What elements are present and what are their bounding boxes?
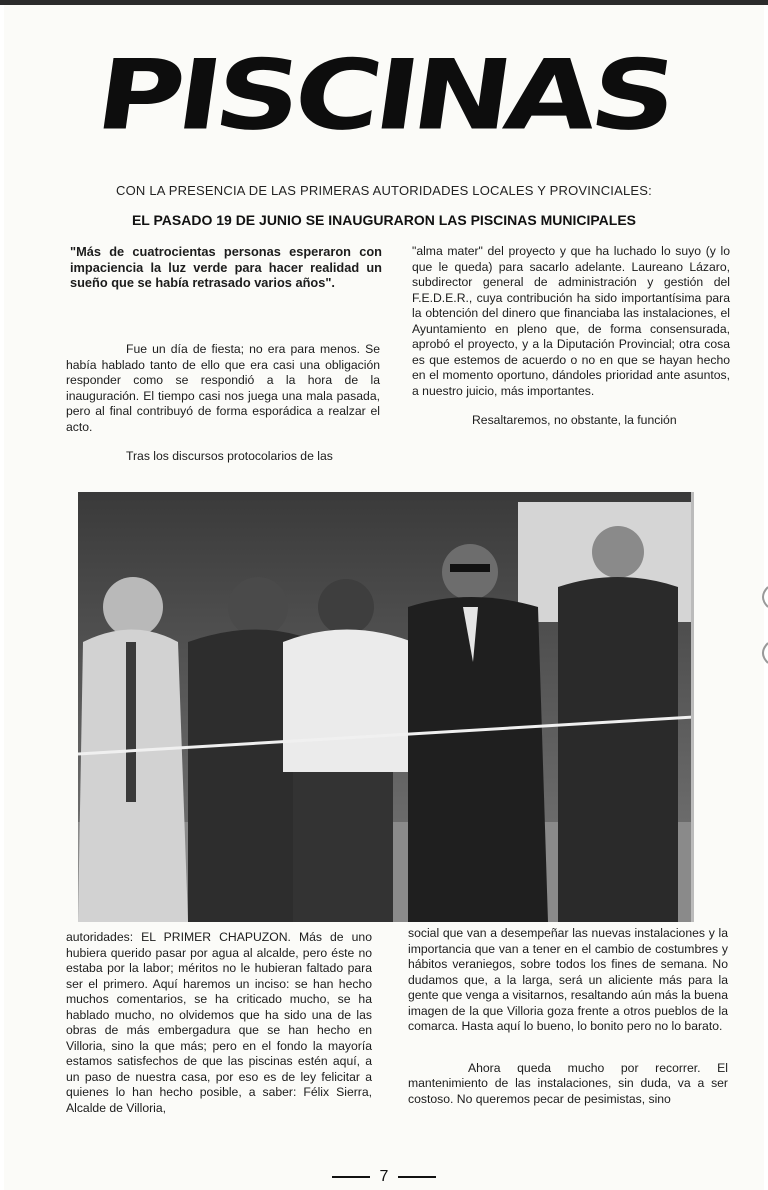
paragraph: "alma mater" del proyecto y que ha luchado lo suyo (y lo que le queda) para sacarlo adelante. Laureano Lázaro, subdirector general de administración y gestión del F.E.D.E.R., cuya contribución ha sido importantísima para la obtención del dinero que financiaba las instalaciones, el Ayuntamiento en pleno que, de forma consensurada, aprobó el proyecto, y a la Diputación Provincial; otra cosa es que estemos de acuerdo o no en que se hayan hecho en el momento oportuno, dándoles prioridad ante asuntos, a nuestro juicio, más importantes.	[412, 244, 730, 398]
paragraph: Resaltaremos, no obstante, la función	[472, 413, 677, 427]
column-left-bottom	[66, 930, 372, 1116]
page-number-dash	[398, 1176, 436, 1178]
paragraph: Fue un día de fiesta; no era para menos. Se había hablado tanto de ello que era casi una obligación responder como se respondió a la hora de la inauguración. El tiempo casi nos juega una mala pasada, pero al final contribuyó de forma esporádica a realzar el acto.	[66, 342, 380, 434]
lead-quote	[70, 244, 382, 291]
column-left-top	[66, 342, 380, 465]
photo-illustration	[78, 492, 694, 922]
page-edge-curl	[756, 585, 768, 675]
column-right-top	[412, 244, 730, 429]
headline: EL PASADO 19 DE JUNIO SE INAUGURARON LAS PISCINAS MUNICIPALES	[131, 212, 637, 228]
supertitle: CON LA PRESENCIA DE LAS PRIMERAS AUTORIDADES LOCALES Y PROVINCIALES:	[116, 183, 652, 198]
paragraph: autoridades: EL PRIMER CHAPUZON. Más de uno hubiera querido pasar por agua al alcalde, pero éste no estaba por la labor; méritos no le hubieran faltado para ser el primero. Aquí haremos un inciso: se han hecho muchos comentarios, se ha criticado mucho, se ha hablado mucho, no olvidemos que ha sido una de las obras de más embergadura que se han hecho en Villoria, sino la que más; pero en el fondo la mayoría estamos satisfechos de que las piscinas estén aquí, a un paso de nuestra casa, por eso es de ley felicitar a quienes lo han hecho posible, a saber: Félix Sierra, Alcalde de Villoria,	[66, 930, 372, 1115]
page-number	[0, 1168, 768, 1186]
paragraph: Tras los discursos protocolarios de las	[126, 449, 333, 463]
article-title: PISCINAS	[89, 38, 679, 152]
ribbon-cutting-photo	[78, 492, 694, 922]
column-right-bottom	[408, 926, 728, 1107]
lead-quote-text: "Más de cuatrocientas personas esperaron con impaciencia la luz verde para hacer realidad un sueño que se había retrasado varios años".	[70, 244, 382, 290]
page-number-text: 7	[379, 1168, 389, 1185]
paragraph: social que van a desempeñar las nuevas instalaciones y la importancia que van a tener en el cambio de costumbres y hábitos veraniegos, sobre todos los fines de semana. No dudamos que, a la larga, será un aliciente más para la gente que venga a visitarnos, resaltando aún más la buena imagen de la que Villoria goza frente a otros pueblos de la comarca. Hasta aquí lo bueno, lo bonito pero no lo barato.	[408, 926, 728, 1033]
paragraph: Ahora queda mucho por recorrer. El mantenimiento de las instalaciones, sin duda, va a ser costoso. No queremos pecar de pesimistas, sino	[408, 1060, 728, 1106]
page-number-dash	[332, 1176, 370, 1178]
